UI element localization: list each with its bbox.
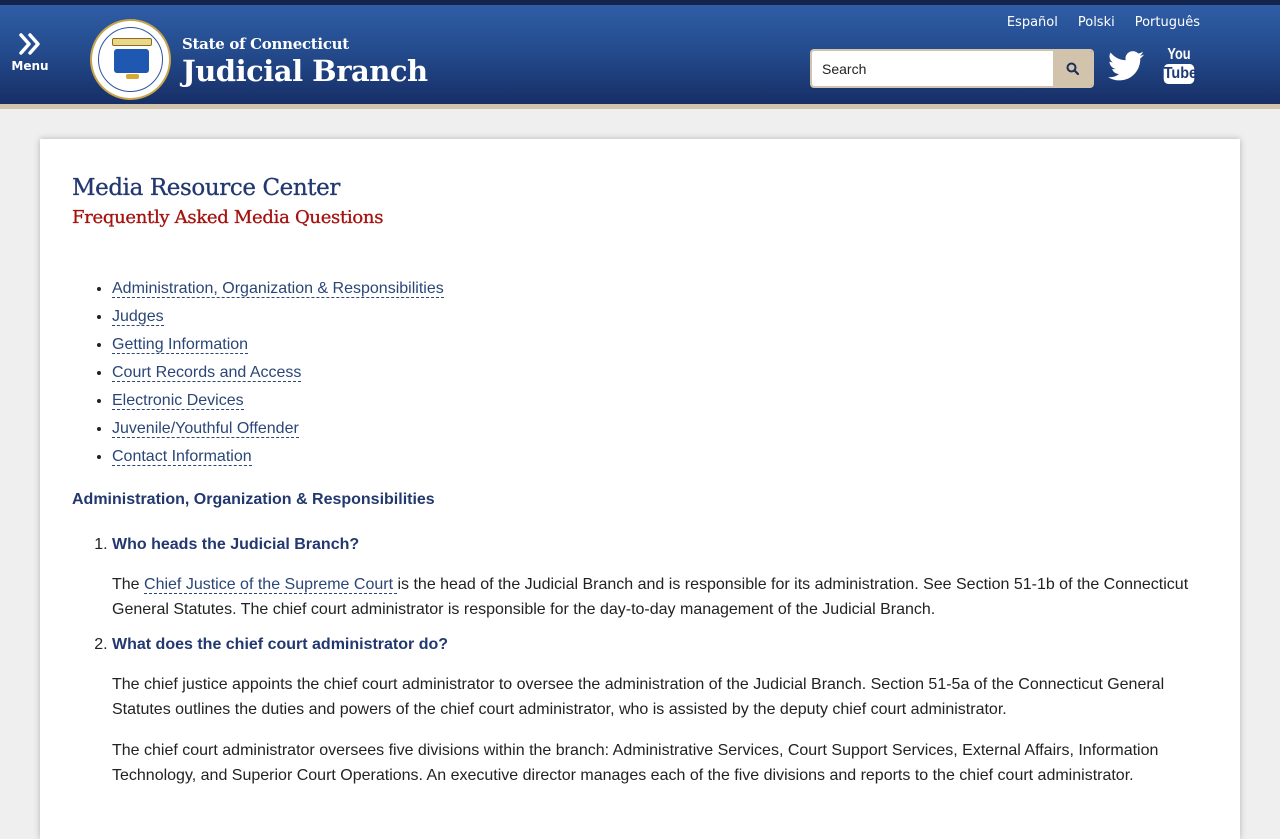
language-links [1007,15,1200,30]
toc-link-contact[interactable]: Contact Information [112,448,252,465]
faq-answer: The chief justice appoints the chief court administrator to oversee the administration of the Judicial Branch. Section 51-5a of the Connecticut General Statutes outlines the duties and powers of the chief court administrator, who is assisted by the deputy chief court administrator. [112,676,1165,718]
language-link-portugues[interactable]: Português [1134,15,1200,30]
toc-item [112,443,1208,471]
toc-item [112,415,1208,443]
search-input[interactable] [812,51,1053,86]
twitter-icon [1108,51,1144,81]
toc-item [112,303,1208,331]
language-link-polski[interactable]: Polski [1077,15,1115,30]
search-button[interactable] [1053,51,1092,86]
menu-button[interactable] [10,33,50,73]
page-subtitle: Frequently Asked Media Questions [72,207,384,228]
faq-question: Who heads the Judicial Branch? [112,536,360,553]
language-link-espanol[interactable]: Español [1006,15,1058,30]
toc-link-judges[interactable]: Judges [112,308,164,325]
toc-link-court-records[interactable]: Court Records and Access [112,364,302,381]
youtube-link[interactable] [1162,47,1196,84]
toc-link-administration[interactable]: Administration, Organization & Responsibilities [112,280,444,297]
content-card [40,139,1240,839]
seal-base [126,74,139,79]
faq-answer [112,572,1208,622]
twitter-link[interactable] [1108,51,1144,86]
brand-subtitle: State of Connecticut [182,35,349,53]
table-of-contents [112,275,1208,471]
faq-question: What does the chief court administrator do? [112,636,449,653]
toc-item [112,387,1208,415]
youtube-icon-top: You [1167,46,1191,63]
faq-answer: The chief court administrator oversees five divisions within the branch: Administrative Services, Court Support Services, External Affairs, Information Technology, and Superior Court Operations. An executive director manages each of the five divisions and reports to the chief court administrator. [112,742,1159,784]
toc-link-juvenile[interactable]: Juvenile/Youthful Offender [112,420,299,437]
seal-ribbon [112,38,152,46]
brand-title[interactable] [182,35,428,88]
search-box [810,49,1094,88]
section-heading: Administration, Organization & Responsibilities [72,491,435,508]
answer-text: The [112,576,145,593]
faq-item [112,636,1208,788]
seal-book [114,49,149,73]
search-icon [1066,62,1079,75]
toc-item [112,331,1208,359]
page-title: Media Resource Center [72,175,340,201]
youtube-icon-bottom: Tube [1163,65,1198,82]
toc-link-electronic-devices[interactable]: Electronic Devices [112,392,244,409]
judicial-seal-logo[interactable] [90,19,171,100]
faq-list [112,536,1208,788]
answer-text: is the head of the Judicial Branch and is responsible for its administration. See Section 51-1b of the Connecticut General Statutes. The chief court administrator is responsible for the day-to-day management of the Judicial Branch. [112,576,1189,618]
toc-link-getting-information[interactable]: Getting Information [112,336,249,353]
site-header [0,5,1280,104]
header-accent-bar [0,104,1280,109]
toc-item [112,275,1208,303]
chief-justice-link[interactable]: Chief Justice of the Supreme Court [144,576,398,593]
toc-item [112,359,1208,387]
double-chevron-right-icon [18,33,42,55]
faq-item [112,536,1208,622]
menu-label: Menu [11,59,49,73]
brand-main-title: Judicial Branch [182,54,428,88]
